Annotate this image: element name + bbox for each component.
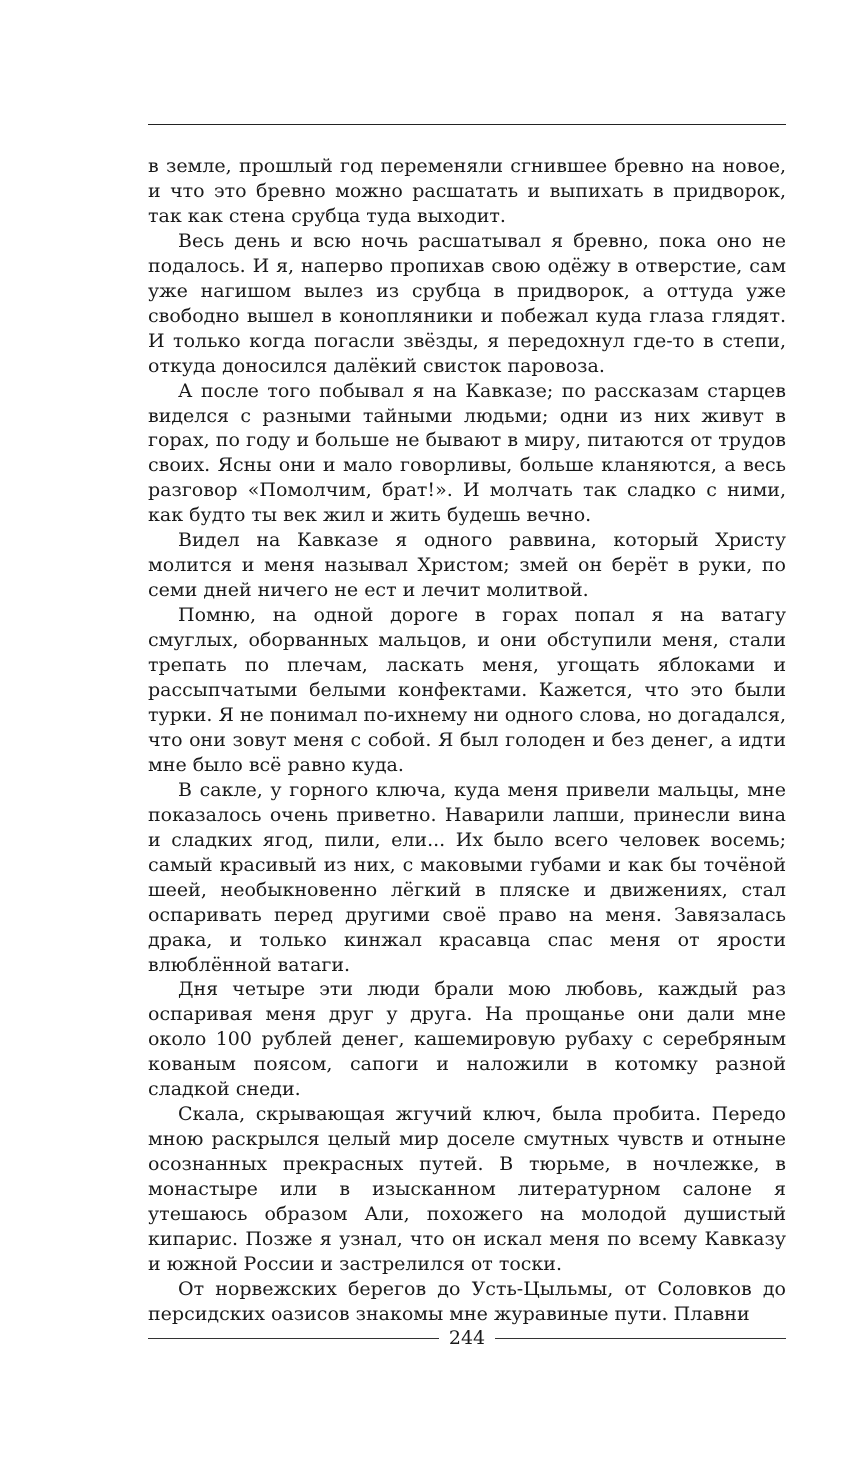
paragraph-7: Дня четыре эти люди брали мою любовь, каждый раз оспаривая меня друг у друга. На прощанье они дали мне около 100 рублей денег, кашемировую рубаху с серебряным кованым поясом, сапоги и наложили в котомку разной сладкой снеди. <box>148 978 786 1101</box>
footer-rule-right <box>495 1338 786 1339</box>
paragraph-5: Помню, на одной дороге в горах попал я на ватагу смуглых, оборванных мальцов, и они обступили меня, стали трепать по плечам, ласкать меня, угощать яблоками и рассыпчатыми белыми конфектами. Кажется, что это были турки. Я не понимал по-ихнему ни одного слова, но догадался, что они зовут меня с собой. Я был голоден и без денег, а идти мне было всё равно куда. <box>148 604 786 776</box>
page-number: 244 <box>448 1327 486 1349</box>
paragraph-6: В сакле, у горного ключа, куда меня привели мальцы, мне показалось очень приветно. Наварили лапши, принесли вина и сладких ягод, пили, ели... Их было всего человек восемь; самый красивый из них, с маковыми губами и как бы точёной шеей, необыкновенно лёгкий в пляске и движениях, стал оспаривать перед другими своё право на меня. Завязалась драка, и только кинжал красавца спас меня от ярости влюблённой ватаги. <box>148 778 786 976</box>
paragraph-4: Видел на Кавказе я одного раввина, который Христу молится и меня называл Христом; змей он берёт в руки, по семи дней ничего не ест и лечит молитвой. <box>148 529 786 602</box>
paragraph-2: Весь день и всю ночь расшатывал я бревно, пока оно не подалось. И я, наперво пропихав свою одёжу в отверстие, сам уже нагишом вылез из срубца в придворок, а оттуда уже свободно вышел в конопляники и побежал куда глаза глядят. И только когда погасли звёзды, я передохнул где-то в степи, откуда доносился далёкий свисток паровоза. <box>148 229 786 377</box>
paragraph-8: Скала, скрывающая жгучий ключ, была пробита. Передо мною раскрылся целый мир доселе смутных чувств и отныне осознанных прекрасных путей. В тюрьме, в ночлежке, в монастыре или в изысканном литературном салоне я утешаюсь образом Али, похожего на молодой душистый кипарис. Позже я узнал, что он искал меня по всему Кавказу и южной России и застрелился от тоски. <box>148 1103 786 1275</box>
paragraph-1: в земле, прошлый год переменяли сгнившее бревно на новое, и что это бревно можно расшатать и выпихать в придворок, так как стена срубца туда выходит. <box>148 155 786 227</box>
header-rule <box>148 124 786 125</box>
body-text <box>148 154 786 1327</box>
page-footer <box>148 1326 786 1350</box>
footer-rule-left <box>148 1338 439 1339</box>
paragraph-9: От норвежских берегов до Усть-Цыльмы, от Соловков до персидских оазисов знакомы мне журавиные пути. Плавни <box>148 1277 786 1325</box>
paragraph-3: А после того побывал я на Кавказе; по рассказам старцев виделся с разными тайными людьми; одни из них живут в горах, по году и больше не бывают в миру, питаются от трудов своих. Ясны они и мало говорливы, больше кланяются, а весь разговор «Помолчим, брат!». И молчать так сладко с ними, как будто ты век жил и жить будешь вечно. <box>148 379 786 527</box>
